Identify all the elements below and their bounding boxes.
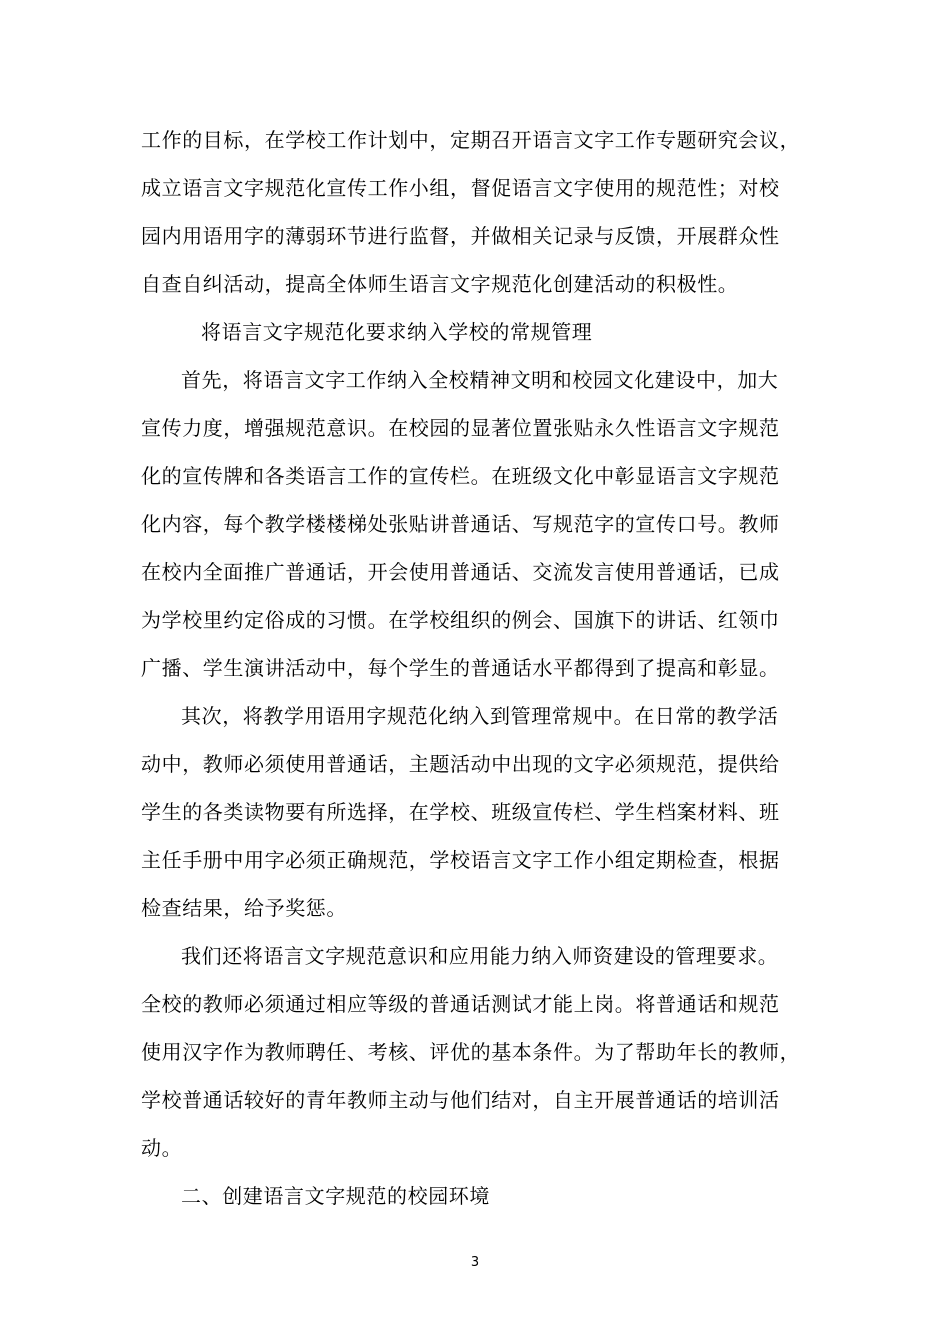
text-line: 自查自纠活动，提高全体师生语言文字规范化创建活动的积极性。 <box>141 272 739 296</box>
text-line: 动。 <box>141 1136 183 1160</box>
text-line: 成立语言文字规范化宣传工作小组，督促语言文字使用的规范性；对校 <box>141 176 780 200</box>
text-line: 园内用语用字的薄弱环节进行监督，并做相关记录与反馈，开展群众性 <box>141 224 780 248</box>
text-line: 其次，将教学用语用字规范化纳入到管理常规中。在日常的教学活 <box>181 704 779 728</box>
text-line: 学校普通话较好的青年教师主动与他们结对，自主开展普通话的培训活 <box>141 1088 780 1112</box>
text-line: 主任手册中用字必须正确规范，学校语言文字工作小组定期检查，根据 <box>141 848 780 872</box>
text-line: 化的宣传牌和各类语言工作的宣传栏。在班级文化中彰显语言文字规范 <box>141 464 780 488</box>
text-line: 宣传力度，增强规范意识。在校园的显著位置张贴永久性语言文字规范 <box>141 416 780 440</box>
text-line: 工作的目标，在学校工作计划中，定期召开语言文字工作专题研究会议， <box>141 128 801 152</box>
text-line: 学生的各类读物要有所选择，在学校、班级宣传栏、学生档案材料、班 <box>141 800 780 824</box>
text-line: 广播、学生演讲活动中，每个学生的普通话水平都得到了提高和彰显。 <box>141 656 780 680</box>
section-heading: 将语言文字规范化要求纳入学校的常规管理 <box>201 320 593 344</box>
text-line: 全校的教师必须通过相应等级的普通话测试才能上岗。将普通话和规范 <box>141 992 780 1016</box>
text-line: 动中，教师必须使用普通话，主题活动中出现的文字必须规范，提供给 <box>141 752 780 776</box>
section-heading: 二、创建语言文字规范的校园环境 <box>181 1184 490 1208</box>
text-line: 我们还将语言文字规范意识和应用能力纳入师资建设的管理要求。 <box>181 944 779 968</box>
text-line: 化内容，每个教学楼楼梯处张贴讲普通话、写规范字的宣传口号。教师 <box>141 512 780 536</box>
page-number: 3 <box>470 1255 480 1270</box>
text-line: 检查结果，给予奖惩。 <box>141 896 347 920</box>
text-line: 首先，将语言文字工作纳入全校精神文明和校园文化建设中，加大 <box>181 368 779 392</box>
text-line: 使用汉字作为教师聘任、考核、评优的基本条件。为了帮助年长的教师， <box>141 1040 801 1064</box>
text-line: 在校内全面推广普通话，开会使用普通话、交流发言使用普通话，已成 <box>141 560 780 584</box>
text-line: 为学校里约定俗成的习惯。在学校组织的例会、国旗下的讲话、红领巾 <box>141 608 780 632</box>
